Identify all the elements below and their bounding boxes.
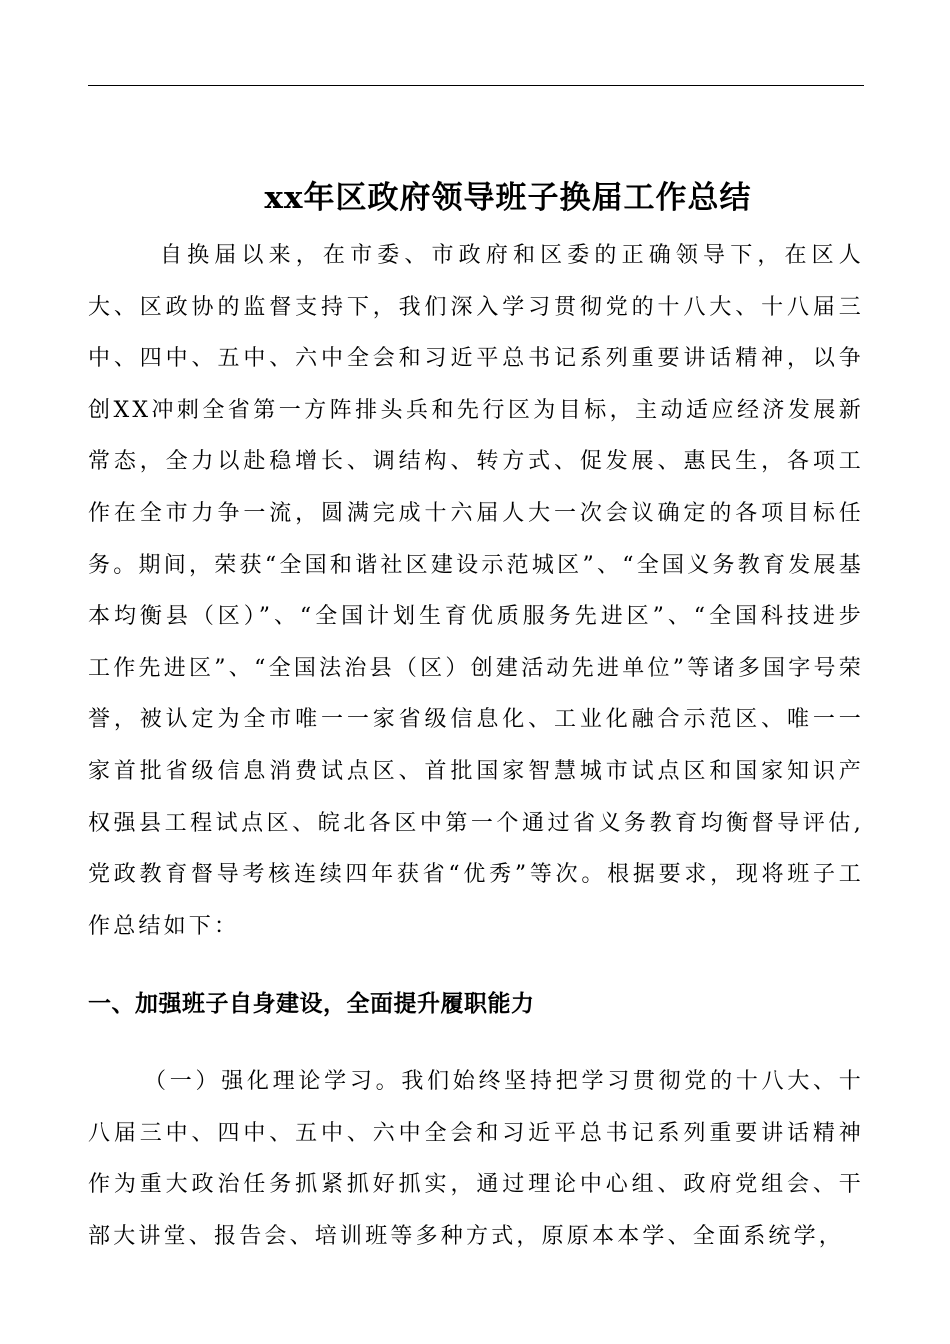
header-rule bbox=[88, 85, 864, 86]
intro-paragraph: 自换届以来，在市委、市政府和区委的正确领导下，在区人大、区政协的监督支持下，我们深入学习贯彻党的十八大、十八届三中、四中、五中、六中全会和习近平总书记系列重要讲话精神，以争创XX冲刺全省第一方阵排头兵和先行区为目标，主动适应经济发展新常态，全力以赴稳增长、调结构、转方式、促发展、惠民生，各项工作在全市力争一流，圆满完成十六届人大一次会议确定的各项目标任务。期间，荣获“全国和谐社区建设示范城区”、“全国义务教育发展基本均衡县（区）”、“全国计划生育优质服务先进区”、“全国科技进步工作先进区”、“全国法治县（区）创建活动先进单位”等诸多国字号荣誉，被认定为全市唯一一家省级信息化、工业化融合示范区、唯一一家首批省级信息消费试点区、首批国家智慧城市试点区和国家知识产权强县工程试点区、皖北各区中第一个通过省义务教育均衡督导评估,党政教育督导考核连续四年获省“优秀”等次。根据要求，现将班子工作总结如下： bbox=[88, 243, 864, 939]
document-title: xx年区政府领导班子换届工作总结 bbox=[264, 179, 752, 216]
section-1-paragraph-1: （一）强化理论学习。我们始终坚持把学习贯彻党的十八大、十八届三中、四中、五中、六中全会和习近平总书记系列重要讲话精神作为重大政治任务抓紧抓好抓实，通过理论中心组、政府党组会、干部大讲堂、报告会、培训班等多种方式，原原本本学、全面系统学， bbox=[88, 1069, 864, 1249]
section-heading-1: 一、加强班子自身建设，全面提升履职能力 bbox=[88, 991, 535, 1017]
